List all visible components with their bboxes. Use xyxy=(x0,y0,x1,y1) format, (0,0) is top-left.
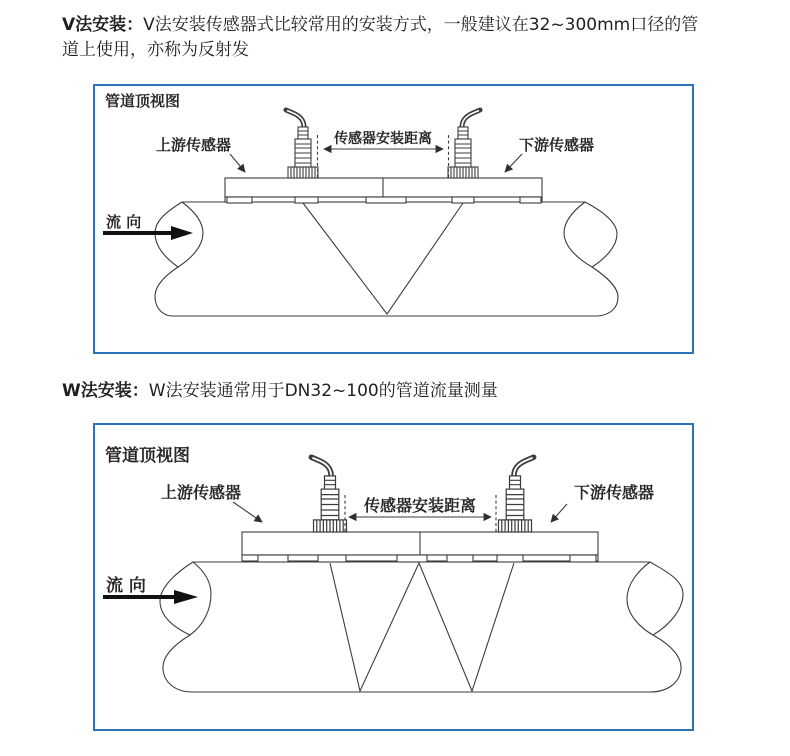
upstream-label: 上游传感器 xyxy=(156,136,232,154)
diagram-frame xyxy=(94,424,693,730)
v-method-paragraph xyxy=(62,13,710,63)
v-method-diagram xyxy=(93,84,694,354)
v-method-heading: V法安装： xyxy=(62,15,144,35)
downstream-label: 下游传感器 xyxy=(519,136,595,154)
diagram-title: 管道顶视图 xyxy=(105,446,190,466)
distance-label: 传感器安装距离 xyxy=(334,131,432,147)
mounting-rail xyxy=(225,178,542,203)
v-method-text: V法安装传感器式比较常用的安装方式，一般建议在32~300mm口径的管道上使用，亦称为反射发 xyxy=(62,15,699,60)
upstream-label: 上游传感器 xyxy=(161,483,242,502)
w-method-paragraph xyxy=(62,379,710,404)
w-method-heading: W法安装： xyxy=(62,381,149,401)
distance-label: 传感器安装距离 xyxy=(363,496,477,515)
flow-label: 流 向 xyxy=(106,213,142,231)
flow-label: 流 向 xyxy=(106,576,146,596)
downstream-label: 下游传感器 xyxy=(574,483,655,502)
w-method-text: W法安装通常用于DN32~100的管道流量测量 xyxy=(148,381,498,401)
diagram-frame xyxy=(94,85,693,353)
w-method-diagram xyxy=(93,423,694,731)
diagram-title: 管道顶视图 xyxy=(105,92,181,110)
mounting-rail xyxy=(242,532,598,562)
